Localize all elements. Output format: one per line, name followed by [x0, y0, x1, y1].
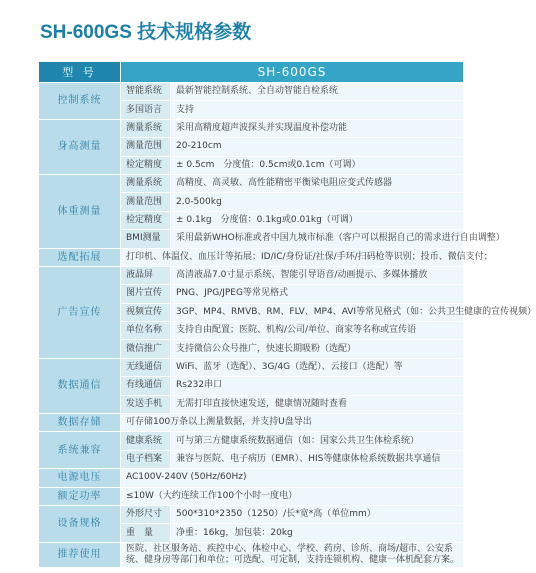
row-value: 20-210cm [171, 138, 464, 156]
row-label: 智能系统 [121, 83, 171, 101]
row-value: AC100V-240V (50Hz/60Hz) [121, 469, 464, 487]
row-value: WiFi、蓝牙（选配）、3G/4G（选配）、云接口（选配）等 [171, 358, 464, 376]
page-title: SH-600GS 技术规格参数 [40, 22, 252, 43]
row-label: 健康系统 [121, 432, 171, 450]
row-label: 检定精度 [121, 156, 171, 174]
row-label: 重 量 [121, 524, 171, 542]
category-specs: 设备规格 [39, 505, 121, 542]
row-value: 可与第三方健康系统数据通信（如：国家公共卫生体检系统） [171, 432, 464, 450]
row-label: 发送手机 [121, 395, 171, 413]
row-label: 测量系统 [121, 119, 171, 137]
category-ads: 广告宣传 [39, 266, 121, 358]
table-header-row [39, 62, 464, 83]
row-label: 外形尺寸 [121, 505, 171, 523]
row-label: 测量系统 [121, 174, 171, 192]
table-row [39, 414, 464, 432]
row-value: Rs232串口 [171, 377, 464, 395]
row-label: 视频宣传 [121, 303, 171, 321]
category-weight: 体重测量 [39, 174, 121, 248]
row-label: 有线通信 [121, 377, 171, 395]
category-rated: 额定功率 [39, 487, 121, 505]
row-value: 采用高精度超声波探头并实现温度补偿功能 [171, 119, 464, 137]
table-row [39, 248, 464, 266]
row-label: 测量范围 [121, 138, 171, 156]
table-row [39, 469, 464, 487]
row-value: 无需打印直接快速发送，健康情况随时查看 [171, 395, 464, 413]
row-value: 2.0-500kg [171, 193, 464, 211]
table-row [39, 358, 464, 376]
row-value: PNG、JPG/JPEG等常见格式 [171, 285, 464, 303]
table-row [39, 542, 464, 567]
table-row [39, 174, 464, 192]
category-comm: 数据通信 [39, 358, 121, 413]
category-storage: 数据存储 [39, 414, 121, 432]
row-value: 高精度、高灵敏、高性能精密平衡梁电阻应变式传感器 [171, 174, 464, 192]
category-power: 电源电压 [39, 469, 121, 487]
category-compat: 系统兼容 [39, 432, 121, 469]
row-label: 图片宣传 [121, 285, 171, 303]
category-height: 身高测量 [39, 119, 121, 174]
row-value: 支持微信公众号推广，快速长期吸粉（选配） [171, 340, 464, 358]
row-label: 无线通信 [121, 358, 171, 376]
row-value: ≤10W（大约连续工作100个小时一度电） [121, 487, 464, 505]
row-value: 采用最新WHO标准或者中国九城市标准（客户可以根据自己的需求进行自由调整） [171, 230, 464, 248]
row-value: 医院、社区服务站、疾控中心、体检中心、学校、药房、诊所、商场/超市、公安系统、健身房等部门和单位；可选配、可定制，支持连锁机构、健康一体机配套方案。 [121, 542, 464, 567]
row-value: 净重：16kg，加包装：20kg [171, 524, 464, 542]
category-control: 控制系统 [39, 83, 121, 120]
row-label: 多国语言 [121, 101, 171, 119]
row-label: 液晶屏 [121, 266, 171, 284]
row-label: 单位名称 [121, 322, 171, 340]
row-value: 最新智能控制系统、全自动智能自检系统 [171, 83, 464, 101]
table-row [39, 119, 464, 137]
spec-table [38, 61, 536, 568]
row-label: 微信推广 [121, 340, 171, 358]
table-row [39, 266, 464, 284]
row-label: BMI测量 [121, 230, 171, 248]
row-label: 测量范围 [121, 193, 171, 211]
category-usage: 推荐使用 [39, 542, 121, 567]
table-row [39, 432, 464, 450]
row-value: 打印机、体温仪、血压计等拓展；ID/IC/身份证/社保/手环/扫码枪等识别；投币、微信支付； [121, 248, 464, 266]
row-value: 支持自由配置；医院、机构/公司/单位、商家等名称或宣传语 [171, 322, 464, 340]
table-row [39, 83, 464, 101]
row-label: 电子档案 [121, 450, 171, 468]
row-label: 检定精度 [121, 211, 171, 229]
row-value: 可存储100万条以上测量数据，并支持U盘导出 [121, 414, 464, 432]
table-row [39, 487, 464, 505]
row-value: 500*310*2350（1250）/长*宽*高（单位mm） [171, 505, 464, 523]
table-row [39, 505, 464, 523]
row-value: 高清液晶7.0寸显示系统、智能引导语音/动画提示、多媒体播放 [171, 266, 464, 284]
row-value: ± 0.5cm 分度值：0.5cm或0.1cm（可调） [171, 156, 464, 174]
model-label: 型 号 [39, 62, 121, 83]
row-value: 兼容与医院、电子病历（EMR）、HIS等健康体检系统数据共享通信 [171, 450, 464, 468]
row-value: ± 0.1kg 分度值：0.1kg或0.01kg（可调） [171, 211, 464, 229]
row-value: 支持 [171, 101, 464, 119]
row-value: 3GP、MP4、RMVB、RM、FLV、MP4、AVI等常见格式（如：公共卫生健康的宣传视频） [171, 303, 464, 321]
model-value: SH-600GS [121, 62, 464, 83]
category-options: 选配拓展 [39, 248, 121, 266]
